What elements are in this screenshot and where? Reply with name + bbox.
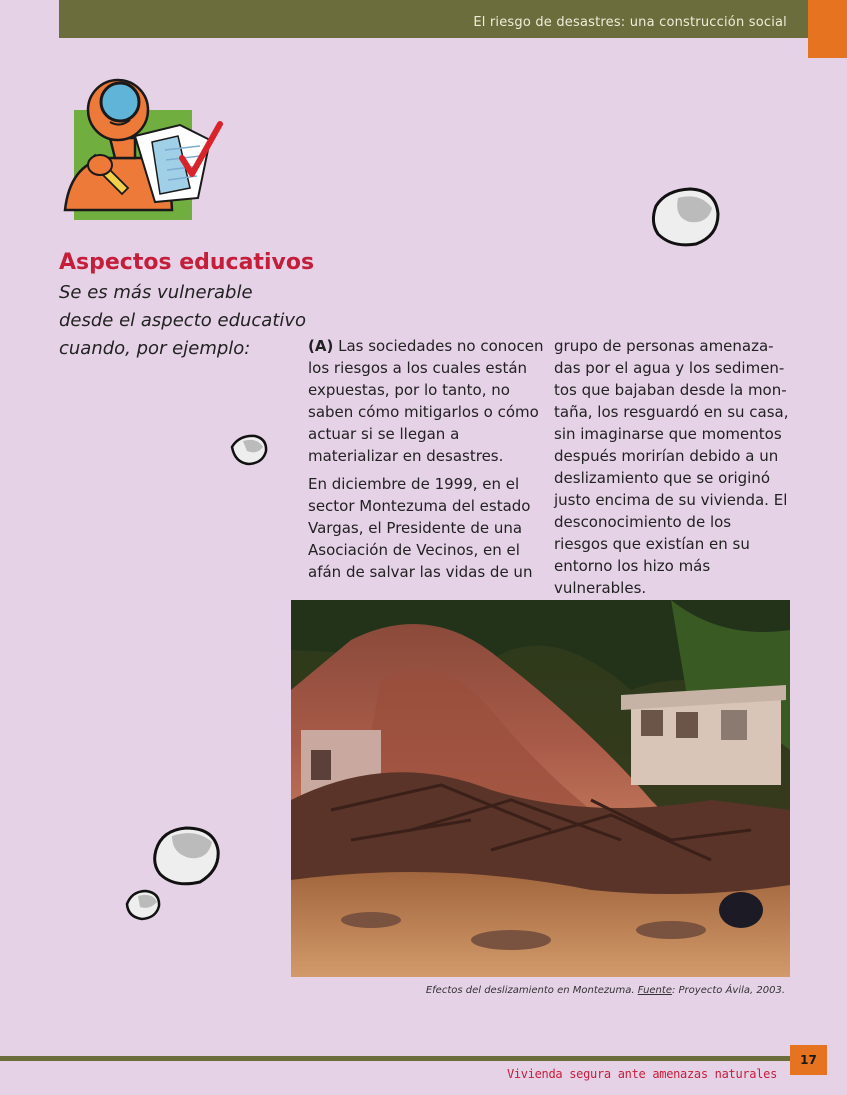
header-title: El riesgo de desastres: una construcción social [473, 15, 787, 30]
body-column-1 [308, 335, 546, 589]
landslide-photo [291, 600, 790, 977]
caption-text: Efectos del deslizamiento en Montezuma. [425, 985, 638, 996]
paragraph-3: grupo de personas amenaza-das por el agua y los sedimen-tos que bajaban desde la mon-taña, los resguardó en su casa, sin imaginarse que momentos después morirían debido a un deslizamiento que se originó justo encima de su vivienda. El desconocimiento de los riesgos que existían en su entorno los hizo más vulnerables. [554, 337, 789, 597]
rock-decoration [229, 433, 269, 467]
photo-caption [426, 985, 785, 996]
rock-decoration [150, 824, 222, 888]
paragraph-2: En diciembre de 1999, en el sector Montezuma del estado Vargas, el Presidente de una Asociación de Vecinos, en el afán de salvar las vidas de un [308, 475, 533, 581]
paragraph-1 [308, 335, 546, 467]
section-subtitle: Se es más vulnerable desde el aspecto educativo cuando, por ejemplo: [59, 282, 307, 359]
item-label: (A) [308, 337, 334, 355]
header-bar [59, 0, 825, 38]
rock-decoration [648, 186, 722, 250]
rock-decoration [124, 888, 162, 922]
page-number: 17 [790, 1045, 827, 1075]
body-column-2 [554, 335, 789, 605]
orange-tab [808, 0, 847, 58]
section-title: Aspectos educativos [59, 250, 315, 275]
caption-source: : Proyecto Ávila, 2003. [671, 985, 785, 996]
caption-source-label: Fuente [637, 985, 672, 996]
reader-checklist-illustration [60, 70, 230, 230]
paragraph-1-text: Las sociedades no conocen los riesgos a los cuales están expuestas, por lo tanto, no saben cómo mitigarlos o cómo actuar si se llegan a materializar en desastres. [308, 337, 544, 465]
footer-title: Vivienda segura ante amenazas naturales [506, 1067, 777, 1081]
footer-line [0, 1056, 790, 1061]
